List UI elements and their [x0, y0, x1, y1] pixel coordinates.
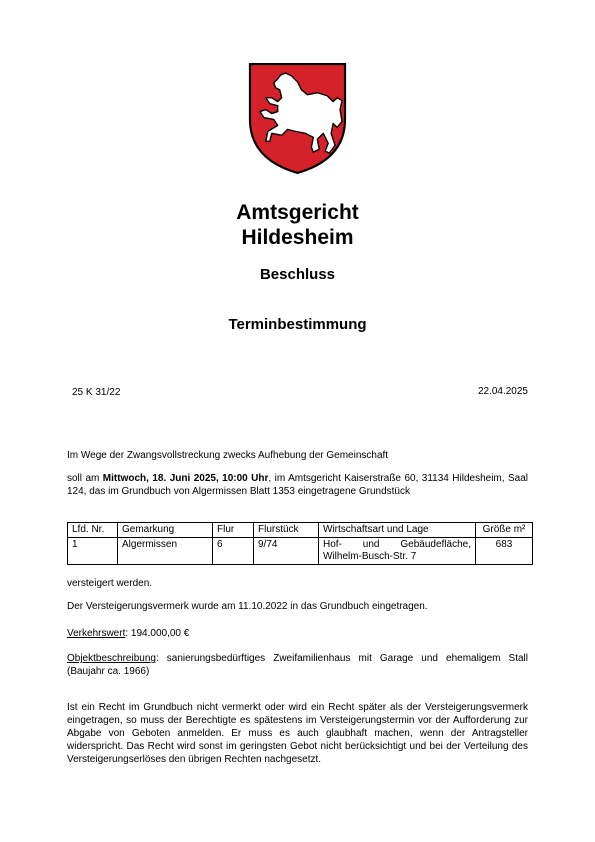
table-cell — [319, 538, 476, 565]
appointment-date: Mittwoch, 18. Juni 2025, 10:00 Uhr — [102, 473, 269, 484]
table-cell-line: Wilhelm-Busch-Str. 7 — [323, 551, 417, 562]
column-header: Größe m² — [476, 523, 533, 538]
object-description-label: Objektbeschreibung — [67, 653, 156, 664]
market-value-amount: : 194.000,00 € — [125, 628, 190, 639]
property-table — [67, 522, 533, 565]
appointment-post: , im Amtsgericht Kaiserstraße 60, 31134 Hildesheim, Saal 124, das im Grundbuch von Algermissen Blatt 1353 eingetragene Grundstück — [67, 473, 528, 497]
table-cell: 1 — [68, 538, 118, 565]
object-description-text: : sanierungsbedürftiges Zweifamilienhaus mit Garage und ehemaligem Stall (Baujahr ca. 1966) — [67, 653, 528, 677]
column-header: Flur — [213, 523, 254, 538]
lower-saxony-horse-crest-icon — [248, 62, 347, 175]
market-value — [67, 627, 528, 640]
document-title: Beschluss — [259, 266, 336, 283]
appointment-paragraph — [67, 472, 528, 498]
intro-paragraph: Im Wege der Zwangsvollstreckung zwecks Aufhebung der Gemeinschaft — [67, 450, 389, 461]
appointment-pre: soll am — [67, 473, 103, 484]
table-cell: 683 — [476, 538, 533, 565]
table-cell: 9/74 — [254, 538, 319, 565]
file-number: 25 K 31/22 — [72, 387, 121, 398]
auction-statement: versteigert werden. — [67, 578, 153, 589]
column-header: Gemarkung — [118, 523, 213, 538]
court-name: Amtsgericht — [236, 201, 359, 224]
document-subtitle: Terminbestimmung — [228, 316, 367, 333]
table-cell-line: Hof- und Gebäudefläche, — [323, 539, 471, 550]
court-location: Hildesheim — [241, 226, 354, 249]
market-value-label: Verkehrswert — [67, 628, 126, 639]
column-header: Flurstück — [254, 523, 319, 538]
column-header: Wirtschaftsart und Lage — [319, 523, 476, 538]
column-header: Lfd. Nr. — [68, 523, 118, 538]
table-row — [68, 538, 533, 565]
object-description — [67, 652, 528, 678]
table-cell: 6 — [213, 538, 254, 565]
registration-note: Der Versteigerungsvermerk wurde am 11.10.2022 in das Grundbuch eingetragen. — [67, 601, 428, 612]
legal-notice: Ist ein Recht im Grundbuch nicht vermerkt oder wird ein Recht später als der Versteigerungsvermerk eingetragen, so muss der Berechtigte es spätestens im Versteigerungstermin vor der Aufforderung zur Abgabe von Geboten anmelden. Er muss es auch glaubhaft machen, wenn der Antragsteller widerspricht. Das Recht wird sonst im geringsten Gebot nicht berücksichtigt und bei der Verteilung des Versteigerungserlöses den übrigen Rechten nachgesetzt. — [67, 702, 528, 765]
document-date: 22.04.2025 — [477, 386, 528, 397]
table-header-row — [68, 523, 533, 538]
table-cell: Algermissen — [118, 538, 213, 565]
